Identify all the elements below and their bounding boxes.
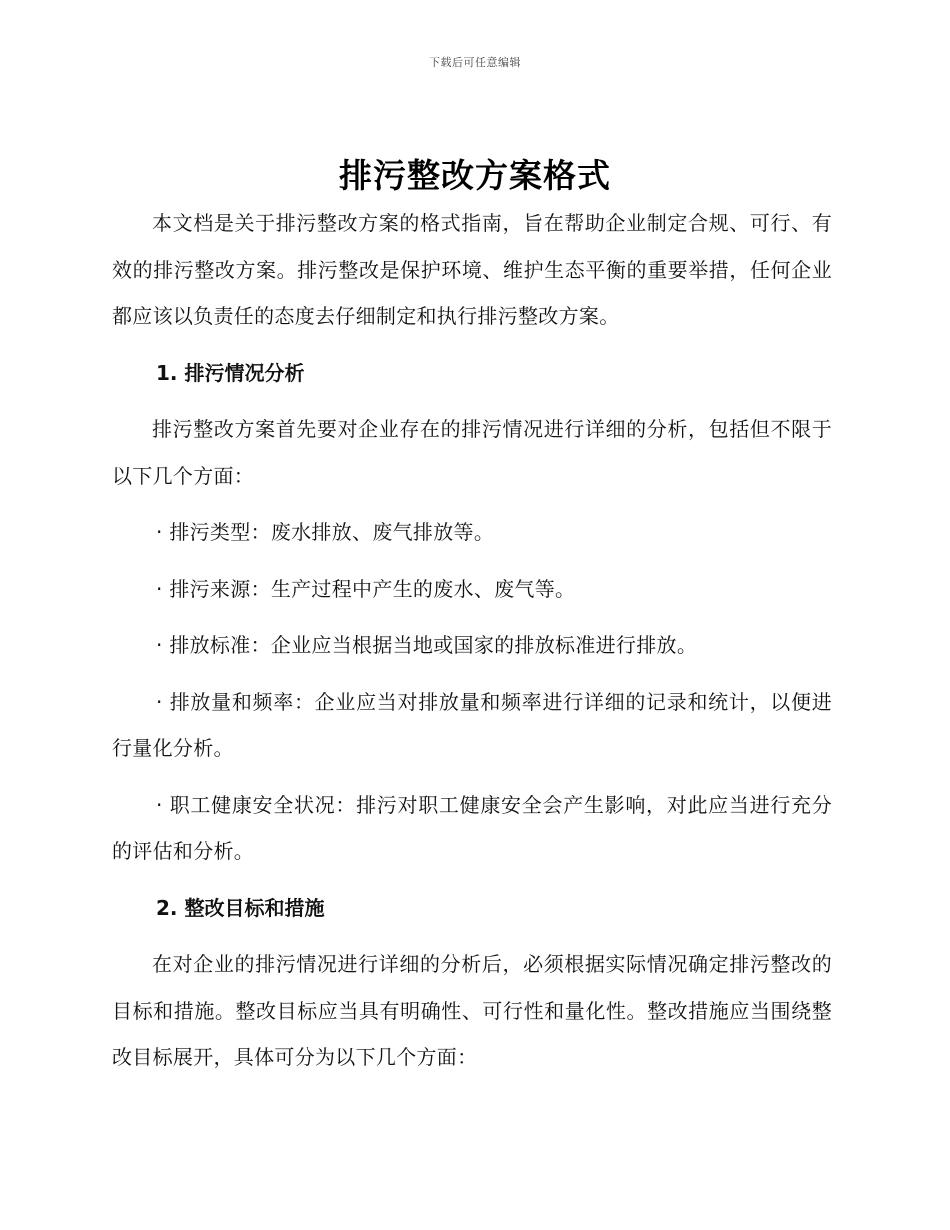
document-title: 排污整改方案格式 <box>339 156 611 195</box>
bullet-item: · 职工健康安全状况：排污对职工健康安全会产生影响，对此应当进行充分的评估和分析。 <box>112 792 832 863</box>
section-1-paragraph: 排污整改方案首先要对企业存在的排污情况进行详细的分析，包括但不限于以下几个方面： <box>112 417 832 488</box>
section-2-paragraph: 在对企业的排污情况进行详细的分析后，必须根据实际情况确定排污整改的目标和措施。整改目标应当具有明确性、可行性和量化性。整改措施应当围绕整改目标展开，具体可分为以下几个方面： <box>112 952 832 1069</box>
bullet-item: · 排放标准：企业应当根据当地或国家的排放标准进行排放。 <box>156 633 698 657</box>
intro-paragraph: 本文档是关于排污整改方案的格式指南，旨在帮助企业制定合规、可行、有效的排污整改方案。排污整改是保护环境、维护生态平衡的重要举措，任何企业都应该以负责任的态度去仔细制定和执行排污整改方案。 <box>112 211 832 328</box>
bullet-item: · 排污类型：废水排放、废气排放等。 <box>156 520 495 544</box>
section-1-heading: 1. 排污情况分析 <box>156 360 305 385</box>
bullet-item: · 排放量和频率：企业应当对排放量和频率进行详细的记录和统计，以便进行量化分析。 <box>112 689 832 760</box>
bullet-item: · 排污来源：生产过程中产生的废水、废气等。 <box>156 576 576 601</box>
section-2-heading: 2. 整改目标和措施 <box>156 895 325 920</box>
document-body <box>112 200 832 1091</box>
header-note: 下载后可任意编辑 <box>429 56 521 69</box>
